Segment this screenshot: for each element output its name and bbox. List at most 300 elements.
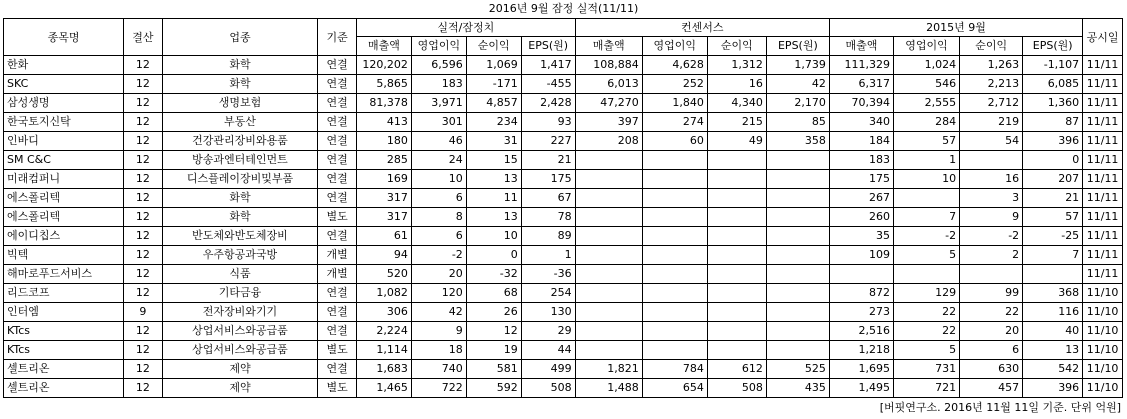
prev-eps-cell: 7 xyxy=(1023,246,1083,265)
prev-op-income-cell: 129 xyxy=(894,284,960,303)
actual-eps-cell: 1 xyxy=(521,246,575,265)
consensus-eps-cell xyxy=(766,151,829,170)
consensus-op-income-cell xyxy=(642,322,707,341)
company-name-cell: 인터엠 xyxy=(4,303,124,322)
prev-eps-cell: 368 xyxy=(1023,284,1083,303)
prev-op-income-cell xyxy=(894,265,960,284)
table-body xyxy=(4,56,1123,398)
header-actual-eps: EPS(원) xyxy=(521,37,575,56)
actual-net-income-cell: 4,857 xyxy=(466,94,521,113)
prev-eps-cell: 396 xyxy=(1023,132,1083,151)
actual-sales-cell: 61 xyxy=(356,227,411,246)
prev-op-income-cell: 57 xyxy=(894,132,960,151)
actual-op-income-cell: -2 xyxy=(411,246,466,265)
actual-net-income-cell: 12 xyxy=(466,322,521,341)
actual-sales-cell: 120,202 xyxy=(356,56,411,75)
consensus-sales-cell: 6,013 xyxy=(575,75,642,94)
consensus-op-income-cell xyxy=(642,151,707,170)
header-prev-net-income: 순이익 xyxy=(960,37,1023,56)
actual-net-income-cell: 19 xyxy=(466,341,521,360)
basis-cell: 연결 xyxy=(318,360,357,379)
announce-date-cell: 11/11 xyxy=(1083,189,1123,208)
fiscal-month-cell: 12 xyxy=(124,208,163,227)
consensus-op-income-cell xyxy=(642,341,707,360)
industry-cell: 디스플레이장비및부품 xyxy=(162,170,318,189)
actual-sales-cell: 180 xyxy=(356,132,411,151)
fiscal-month-cell: 12 xyxy=(124,151,163,170)
table-row xyxy=(4,379,1123,398)
prev-op-income-cell: 5 xyxy=(894,246,960,265)
source-note: [버핏연구소. 2016년 11월 11일 기준. 단위 억원] xyxy=(879,401,1121,414)
table-row xyxy=(4,284,1123,303)
consensus-sales-cell: 397 xyxy=(575,113,642,132)
prev-op-income-cell: 721 xyxy=(894,379,960,398)
consensus-op-income-cell xyxy=(642,208,707,227)
consensus-eps-cell: 42 xyxy=(766,75,829,94)
consensus-op-income-cell: 784 xyxy=(642,360,707,379)
industry-cell: 상업서비스와공급품 xyxy=(162,322,318,341)
prev-sales-cell: 1,218 xyxy=(829,341,893,360)
consensus-op-income-cell xyxy=(642,170,707,189)
actual-eps-cell: 29 xyxy=(521,322,575,341)
industry-cell: 화학 xyxy=(162,75,318,94)
industry-cell: 화학 xyxy=(162,56,318,75)
consensus-sales-cell xyxy=(575,303,642,322)
consensus-sales-cell xyxy=(575,151,642,170)
announce-date-cell: 11/10 xyxy=(1083,322,1123,341)
actual-net-income-cell: 26 xyxy=(466,303,521,322)
prev-net-income-cell: 457 xyxy=(960,379,1023,398)
fiscal-month-cell: 12 xyxy=(124,170,163,189)
prev-net-income-cell: 54 xyxy=(960,132,1023,151)
header-consensus-sales: 매출액 xyxy=(575,37,642,56)
basis-cell: 연결 xyxy=(318,284,357,303)
actual-sales-cell: 306 xyxy=(356,303,411,322)
consensus-net-income-cell xyxy=(707,341,766,360)
company-name-cell: 셀트리온 xyxy=(4,360,124,379)
prev-eps-cell: 87 xyxy=(1023,113,1083,132)
actual-eps-cell: 93 xyxy=(521,113,575,132)
announce-date-cell: 11/11 xyxy=(1083,265,1123,284)
actual-eps-cell: 227 xyxy=(521,132,575,151)
table-row xyxy=(4,132,1123,151)
company-name-cell: KTcs xyxy=(4,341,124,360)
consensus-eps-cell xyxy=(766,227,829,246)
announce-date-cell: 11/11 xyxy=(1083,132,1123,151)
consensus-sales-cell: 47,270 xyxy=(575,94,642,113)
actual-eps-cell: 2,428 xyxy=(521,94,575,113)
prev-sales-cell: 273 xyxy=(829,303,893,322)
actual-eps-cell: 78 xyxy=(521,208,575,227)
actual-op-income-cell: 24 xyxy=(411,151,466,170)
fiscal-month-cell: 12 xyxy=(124,94,163,113)
prev-sales-cell: 175 xyxy=(829,170,893,189)
header-group-actual: 실적/잠정치 xyxy=(356,19,575,37)
actual-sales-cell: 1,683 xyxy=(356,360,411,379)
actual-eps-cell: -455 xyxy=(521,75,575,94)
prev-sales-cell: 260 xyxy=(829,208,893,227)
basis-cell: 연결 xyxy=(318,75,357,94)
header-fiscal-month: 결산 xyxy=(124,19,163,56)
actual-sales-cell: 317 xyxy=(356,208,411,227)
industry-cell: 식품 xyxy=(162,265,318,284)
table-row xyxy=(4,246,1123,265)
consensus-net-income-cell xyxy=(707,170,766,189)
header-actual-op-income: 영업이익 xyxy=(411,37,466,56)
company-name-cell: 리드코프 xyxy=(4,284,124,303)
industry-cell: 건강관리장비와용품 xyxy=(162,132,318,151)
company-name-cell: SM C&C xyxy=(4,151,124,170)
announce-date-cell: 11/11 xyxy=(1083,113,1123,132)
actual-eps-cell: 175 xyxy=(521,170,575,189)
table-row xyxy=(4,94,1123,113)
consensus-net-income-cell: 16 xyxy=(707,75,766,94)
actual-net-income-cell: 13 xyxy=(466,208,521,227)
prev-eps-cell: -25 xyxy=(1023,227,1083,246)
prev-eps-cell: 207 xyxy=(1023,170,1083,189)
consensus-net-income-cell xyxy=(707,265,766,284)
fiscal-month-cell: 12 xyxy=(124,56,163,75)
consensus-net-income-cell: 508 xyxy=(707,379,766,398)
company-name-cell: 빅텍 xyxy=(4,246,124,265)
announce-date-cell: 11/10 xyxy=(1083,303,1123,322)
actual-net-income-cell: -171 xyxy=(466,75,521,94)
actual-op-income-cell: 120 xyxy=(411,284,466,303)
consensus-eps-cell xyxy=(766,341,829,360)
prev-net-income-cell: 16 xyxy=(960,170,1023,189)
fiscal-month-cell: 12 xyxy=(124,284,163,303)
consensus-eps-cell xyxy=(766,303,829,322)
prev-net-income-cell: 20 xyxy=(960,322,1023,341)
actual-op-income-cell: 6,596 xyxy=(411,56,466,75)
basis-cell: 개별 xyxy=(318,265,357,284)
prev-op-income-cell: 1,024 xyxy=(894,56,960,75)
actual-net-income-cell: -32 xyxy=(466,265,521,284)
consensus-op-income-cell xyxy=(642,189,707,208)
prev-eps-cell xyxy=(1023,265,1083,284)
actual-op-income-cell: 183 xyxy=(411,75,466,94)
actual-eps-cell: 67 xyxy=(521,189,575,208)
actual-net-income-cell: 592 xyxy=(466,379,521,398)
basis-cell: 개별 xyxy=(318,246,357,265)
fiscal-month-cell: 12 xyxy=(124,227,163,246)
prev-sales-cell: 340 xyxy=(829,113,893,132)
consensus-op-income-cell xyxy=(642,303,707,322)
header-consensus-eps: EPS(원) xyxy=(766,37,829,56)
actual-sales-cell: 520 xyxy=(356,265,411,284)
basis-cell: 연결 xyxy=(318,189,357,208)
header-consensus-op-income: 영업이익 xyxy=(642,37,707,56)
prev-op-income-cell: 284 xyxy=(894,113,960,132)
industry-cell: 상업서비스와공급품 xyxy=(162,341,318,360)
consensus-op-income-cell: 274 xyxy=(642,113,707,132)
actual-op-income-cell: 6 xyxy=(411,227,466,246)
prev-net-income-cell: 9 xyxy=(960,208,1023,227)
consensus-eps-cell: 435 xyxy=(766,379,829,398)
prev-sales-cell: 6,317 xyxy=(829,75,893,94)
consensus-eps-cell xyxy=(766,246,829,265)
fiscal-month-cell: 12 xyxy=(124,379,163,398)
prev-net-income-cell: 2,213 xyxy=(960,75,1023,94)
actual-op-income-cell: 42 xyxy=(411,303,466,322)
consensus-net-income-cell: 4,340 xyxy=(707,94,766,113)
header-actual-sales: 매출액 xyxy=(356,37,411,56)
consensus-sales-cell xyxy=(575,208,642,227)
actual-net-income-cell: 13 xyxy=(466,170,521,189)
consensus-sales-cell xyxy=(575,246,642,265)
table-row xyxy=(4,56,1123,75)
consensus-eps-cell xyxy=(766,265,829,284)
prev-net-income-cell: 2,712 xyxy=(960,94,1023,113)
prev-sales-cell: 267 xyxy=(829,189,893,208)
basis-cell: 연결 xyxy=(318,322,357,341)
basis-cell: 별도 xyxy=(318,208,357,227)
prev-op-income-cell: 10 xyxy=(894,170,960,189)
company-name-cell: 에이디칩스 xyxy=(4,227,124,246)
consensus-net-income-cell xyxy=(707,151,766,170)
prev-sales-cell: 70,394 xyxy=(829,94,893,113)
prev-sales-cell: 35 xyxy=(829,227,893,246)
consensus-net-income-cell xyxy=(707,208,766,227)
actual-net-income-cell: 1,069 xyxy=(466,56,521,75)
consensus-op-income-cell xyxy=(642,284,707,303)
actual-op-income-cell: 740 xyxy=(411,360,466,379)
announce-date-cell: 11/11 xyxy=(1083,151,1123,170)
prev-net-income-cell: 3 xyxy=(960,189,1023,208)
consensus-net-income-cell: 49 xyxy=(707,132,766,151)
prev-sales-cell: 2,516 xyxy=(829,322,893,341)
announce-date-cell: 11/11 xyxy=(1083,56,1123,75)
actual-eps-cell: 130 xyxy=(521,303,575,322)
consensus-op-income-cell: 252 xyxy=(642,75,707,94)
actual-eps-cell: -36 xyxy=(521,265,575,284)
prev-net-income-cell xyxy=(960,265,1023,284)
basis-cell: 연결 xyxy=(318,94,357,113)
actual-sales-cell: 1,082 xyxy=(356,284,411,303)
prev-eps-cell: 6,085 xyxy=(1023,75,1083,94)
basis-cell: 연결 xyxy=(318,151,357,170)
actual-sales-cell: 285 xyxy=(356,151,411,170)
consensus-op-income-cell: 4,628 xyxy=(642,56,707,75)
prev-op-income-cell: 546 xyxy=(894,75,960,94)
announce-date-cell: 11/11 xyxy=(1083,227,1123,246)
prev-sales-cell: 111,329 xyxy=(829,56,893,75)
consensus-net-income-cell: 215 xyxy=(707,113,766,132)
prev-eps-cell: -1,107 xyxy=(1023,56,1083,75)
consensus-sales-cell xyxy=(575,170,642,189)
announce-date-cell: 11/10 xyxy=(1083,379,1123,398)
industry-cell: 전자장비와기기 xyxy=(162,303,318,322)
consensus-op-income-cell: 1,840 xyxy=(642,94,707,113)
table-row xyxy=(4,265,1123,284)
prev-eps-cell: 396 xyxy=(1023,379,1083,398)
actual-sales-cell: 2,224 xyxy=(356,322,411,341)
header-announce-date: 공시일 xyxy=(1083,19,1123,56)
prev-op-income-cell: 731 xyxy=(894,360,960,379)
prev-sales-cell: 1,695 xyxy=(829,360,893,379)
prev-op-income-cell: 5 xyxy=(894,341,960,360)
prev-sales-cell xyxy=(829,265,893,284)
announce-date-cell: 11/11 xyxy=(1083,246,1123,265)
consensus-eps-cell xyxy=(766,322,829,341)
header-group-consensus: 컨센서스 xyxy=(575,19,829,37)
prev-net-income-cell: 630 xyxy=(960,360,1023,379)
consensus-eps-cell xyxy=(766,208,829,227)
header-company: 종목명 xyxy=(4,19,124,56)
table-row xyxy=(4,75,1123,94)
consensus-net-income-cell: 1,312 xyxy=(707,56,766,75)
basis-cell: 연결 xyxy=(318,113,357,132)
actual-op-income-cell: 46 xyxy=(411,132,466,151)
earnings-table xyxy=(3,18,1123,398)
consensus-sales-cell xyxy=(575,284,642,303)
consensus-net-income-cell xyxy=(707,303,766,322)
actual-sales-cell: 413 xyxy=(356,113,411,132)
fiscal-month-cell: 12 xyxy=(124,113,163,132)
announce-date-cell: 11/11 xyxy=(1083,94,1123,113)
actual-eps-cell: 44 xyxy=(521,341,575,360)
consensus-sales-cell: 208 xyxy=(575,132,642,151)
fiscal-month-cell: 12 xyxy=(124,75,163,94)
consensus-eps-cell: 85 xyxy=(766,113,829,132)
header-prev-sales: 매출액 xyxy=(829,37,893,56)
consensus-eps-cell: 525 xyxy=(766,360,829,379)
industry-cell: 반도체와반도체장비 xyxy=(162,227,318,246)
table-header xyxy=(4,19,1123,56)
actual-op-income-cell: 722 xyxy=(411,379,466,398)
table-row xyxy=(4,151,1123,170)
company-name-cell: 셀트리온 xyxy=(4,379,124,398)
consensus-eps-cell xyxy=(766,189,829,208)
fiscal-month-cell: 12 xyxy=(124,265,163,284)
table-row xyxy=(4,189,1123,208)
prev-net-income-cell: 1,263 xyxy=(960,56,1023,75)
prev-op-income-cell: 1 xyxy=(894,151,960,170)
actual-sales-cell: 317 xyxy=(356,189,411,208)
fiscal-month-cell: 12 xyxy=(124,360,163,379)
actual-eps-cell: 254 xyxy=(521,284,575,303)
table-row xyxy=(4,360,1123,379)
actual-eps-cell: 89 xyxy=(521,227,575,246)
consensus-sales-cell: 108,884 xyxy=(575,56,642,75)
consensus-eps-cell: 358 xyxy=(766,132,829,151)
industry-cell: 생명보험 xyxy=(162,94,318,113)
prev-net-income-cell: 99 xyxy=(960,284,1023,303)
table-row xyxy=(4,170,1123,189)
actual-net-income-cell: 10 xyxy=(466,227,521,246)
consensus-sales-cell xyxy=(575,227,642,246)
actual-net-income-cell: 68 xyxy=(466,284,521,303)
consensus-net-income-cell xyxy=(707,322,766,341)
actual-op-income-cell: 18 xyxy=(411,341,466,360)
table-row xyxy=(4,322,1123,341)
consensus-sales-cell xyxy=(575,341,642,360)
consensus-sales-cell xyxy=(575,322,642,341)
announce-date-cell: 11/11 xyxy=(1083,170,1123,189)
company-name-cell: 에스폴리텍 xyxy=(4,208,124,227)
actual-sales-cell: 169 xyxy=(356,170,411,189)
actual-sales-cell: 5,865 xyxy=(356,75,411,94)
company-name-cell: KTcs xyxy=(4,322,124,341)
industry-cell: 화학 xyxy=(162,189,318,208)
company-name-cell: 해마로푸드서비스 xyxy=(4,265,124,284)
prev-eps-cell: 1,360 xyxy=(1023,94,1083,113)
basis-cell: 연결 xyxy=(318,132,357,151)
header-consensus-net-income: 순이익 xyxy=(707,37,766,56)
prev-sales-cell: 872 xyxy=(829,284,893,303)
actual-op-income-cell: 20 xyxy=(411,265,466,284)
header-basis: 기준 xyxy=(318,19,357,56)
announce-date-cell: 11/11 xyxy=(1083,75,1123,94)
actual-net-income-cell: 31 xyxy=(466,132,521,151)
basis-cell: 별도 xyxy=(318,341,357,360)
prev-eps-cell: 57 xyxy=(1023,208,1083,227)
prev-op-income-cell: 22 xyxy=(894,303,960,322)
consensus-op-income-cell xyxy=(642,227,707,246)
prev-net-income-cell xyxy=(960,151,1023,170)
basis-cell: 연결 xyxy=(318,227,357,246)
actual-eps-cell: 1,417 xyxy=(521,56,575,75)
actual-sales-cell: 94 xyxy=(356,246,411,265)
industry-cell: 방송과엔터테인먼트 xyxy=(162,151,318,170)
consensus-net-income-cell xyxy=(707,189,766,208)
basis-cell: 연결 xyxy=(318,56,357,75)
consensus-eps-cell xyxy=(766,284,829,303)
prev-net-income-cell: -2 xyxy=(960,227,1023,246)
announce-date-cell: 11/11 xyxy=(1083,208,1123,227)
industry-cell: 화학 xyxy=(162,208,318,227)
actual-op-income-cell: 10 xyxy=(411,170,466,189)
actual-net-income-cell: 234 xyxy=(466,113,521,132)
company-name-cell: 미래컴퍼니 xyxy=(4,170,124,189)
prev-eps-cell: 40 xyxy=(1023,322,1083,341)
consensus-op-income-cell: 60 xyxy=(642,132,707,151)
table-row xyxy=(4,227,1123,246)
header-prev-op-income: 영업이익 xyxy=(894,37,960,56)
industry-cell: 제약 xyxy=(162,379,318,398)
consensus-sales-cell xyxy=(575,265,642,284)
prev-net-income-cell: 2 xyxy=(960,246,1023,265)
consensus-eps-cell xyxy=(766,170,829,189)
actual-sales-cell: 1,465 xyxy=(356,379,411,398)
fiscal-month-cell: 12 xyxy=(124,132,163,151)
fiscal-month-cell: 12 xyxy=(124,322,163,341)
prev-op-income-cell: 2,555 xyxy=(894,94,960,113)
actual-net-income-cell: 581 xyxy=(466,360,521,379)
company-name-cell: 삼성생명 xyxy=(4,94,124,113)
prev-sales-cell: 183 xyxy=(829,151,893,170)
actual-sales-cell: 1,114 xyxy=(356,341,411,360)
prev-sales-cell: 109 xyxy=(829,246,893,265)
prev-sales-cell: 1,495 xyxy=(829,379,893,398)
table-row xyxy=(4,341,1123,360)
basis-cell: 연결 xyxy=(318,303,357,322)
consensus-sales-cell: 1,488 xyxy=(575,379,642,398)
consensus-op-income-cell: 654 xyxy=(642,379,707,398)
prev-op-income-cell xyxy=(894,189,960,208)
company-name-cell: SKC xyxy=(4,75,124,94)
consensus-eps-cell: 1,739 xyxy=(766,56,829,75)
prev-net-income-cell: 6 xyxy=(960,341,1023,360)
prev-eps-cell: 0 xyxy=(1023,151,1083,170)
prev-eps-cell: 13 xyxy=(1023,341,1083,360)
consensus-op-income-cell xyxy=(642,246,707,265)
company-name-cell: 인바디 xyxy=(4,132,124,151)
actual-eps-cell: 508 xyxy=(521,379,575,398)
consensus-eps-cell: 2,170 xyxy=(766,94,829,113)
basis-cell: 연결 xyxy=(318,170,357,189)
header-actual-net-income: 순이익 xyxy=(466,37,521,56)
